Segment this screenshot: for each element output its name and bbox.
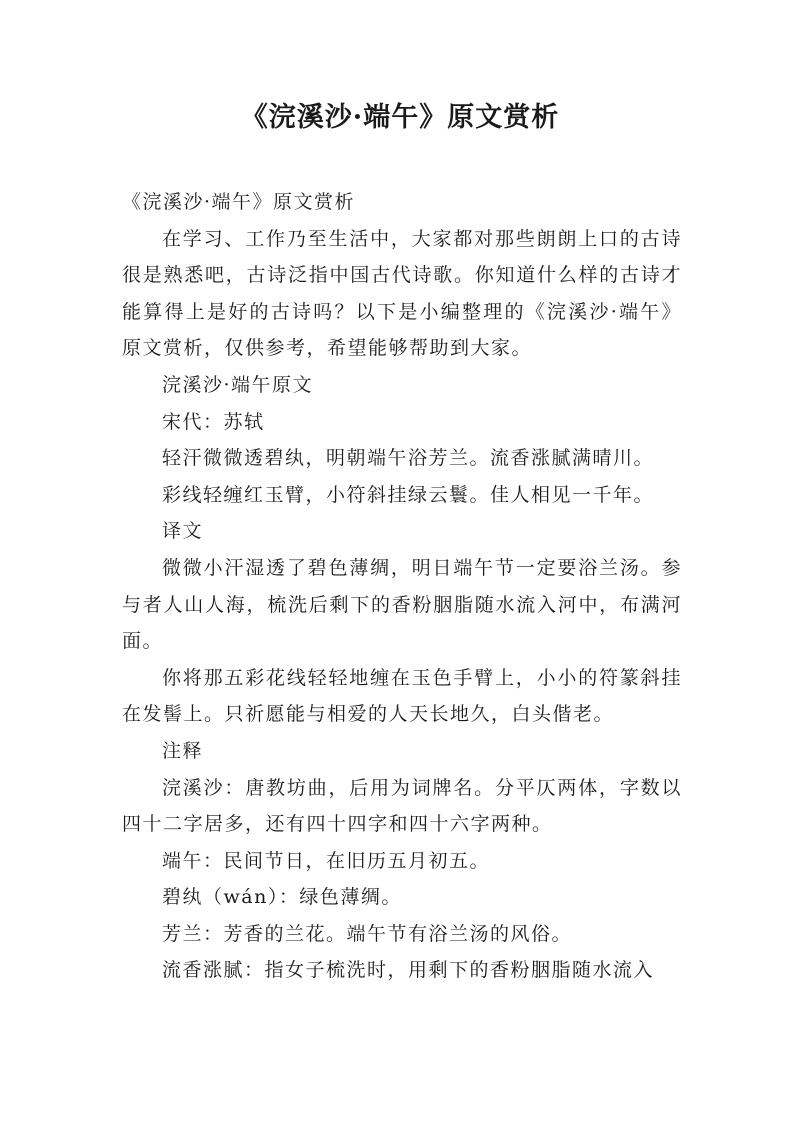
page-title: 《浣溪沙·端午》原文赏析 <box>240 102 560 133</box>
paragraph: 注释 <box>162 739 204 762</box>
paragraph: 端午：民间节日，在旧历五月初五。 <box>162 849 491 872</box>
document-body <box>122 184 682 989</box>
paragraph: 碧纨（wán）：绿色薄绸。 <box>162 886 402 909</box>
paragraph: 流香涨腻：指女子梳洗时，用剩下的香粉胭脂随水流入 <box>162 959 655 982</box>
paragraph: 《浣溪沙·端午》原文赏析 <box>122 191 356 213</box>
paragraph: 在学习、工作乃至生活中，大家都对那些朗朗上口的古诗很是熟悉吧，古诗泛指中国古代诗歌。你知道什么样的古诗才能算得上是好的古诗吗？以下是小编整理的《浣溪沙·端午》原文赏析，仅供参考，希望能够帮助到大家。 <box>122 227 682 360</box>
paragraph: 彩线轻缠红玉臂，小符斜挂绿云鬟。佳人相见一千年。 <box>162 483 655 506</box>
paragraph: 浣溪沙：唐教坊曲，后用为词牌名。分平仄两体，字数以四十二字居多，还有四十四字和四十六字两种。 <box>122 776 682 836</box>
paragraph: 芳兰：芳香的兰花。端午节有浴兰汤的风俗。 <box>162 922 573 945</box>
paragraph: 浣溪沙·端午原文 <box>162 373 314 396</box>
paragraph: 你将那五彩花线轻轻地缠在玉色手臂上，小小的符篆斜挂在发髻上。只祈愿能与相爱的人天长地久，白头偕老。 <box>122 666 682 726</box>
paragraph: 轻汗微微透碧纨，明朝端午浴芳兰。流香涨腻满晴川。 <box>162 447 655 470</box>
paragraph: 宋代：苏轼 <box>162 410 265 433</box>
paragraph: 译文 <box>162 520 204 543</box>
paragraph: 微微小汗湿透了碧色薄绸，明日端午节一定要浴兰汤。参与者人山人海，梳洗后剩下的香粉胭脂随水流入河中，布满河面。 <box>122 556 682 653</box>
